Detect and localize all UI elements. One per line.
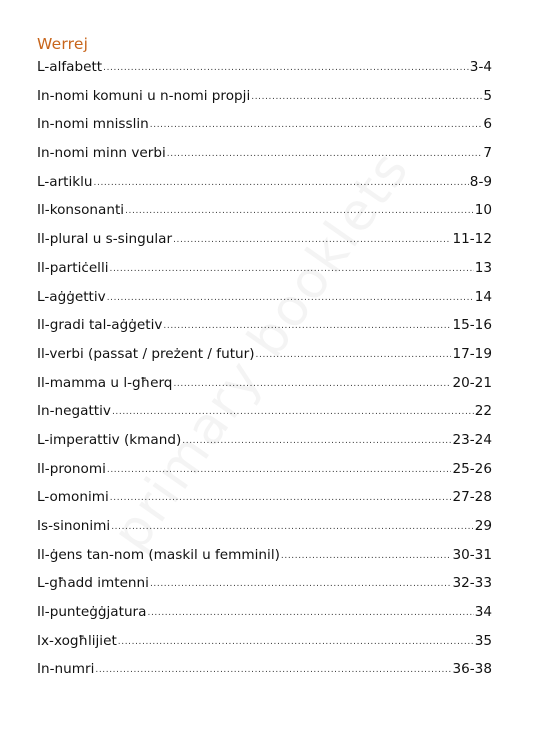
toc-entry [37,432,492,461]
toc-entry [37,575,492,604]
toc-entry-label: Il-partiċelli [37,259,109,276]
toc-entry-page: 30-31 [452,546,492,563]
toc-entry [37,403,492,432]
toc-leader-dots [107,293,474,303]
toc-entry-label: Il-punteġġjatura [37,604,147,621]
toc-entry-label: Is-sinonimi [37,518,111,534]
toc-entry [37,346,492,375]
toc-entry-label: Il-gradi tal-aġġetiv [37,317,163,334]
toc-entry-label: Il-plural u s-singular [37,231,173,248]
toc-leader-dots [182,436,451,446]
toc-entry-label: L-alfabett [37,59,103,75]
toc-entry [37,547,492,576]
toc-leader-dots [107,465,452,475]
toc-entry-label: Il-konsonanti [37,202,125,219]
toc-entry-label: Il-ġens tan-nom (maskil u femminil) [37,546,280,563]
toc-entry [37,116,492,145]
toc-entry-label: Il-pronomi [37,460,106,477]
toc-leader-dots [94,178,469,188]
toc-entry [37,633,492,662]
toc-entry [37,289,492,318]
toc-entry-label: L-imperattiv (kmand) [37,431,182,448]
toc-entry [37,145,492,174]
toc-leader-dots [256,350,452,360]
toc-leader-dots [150,120,483,130]
toc-leader-dots [163,321,451,331]
toc-entry-label: In-nomi minn verbi [37,145,166,162]
toc-entry-label: L-aġġettiv [37,288,106,305]
toc-leader-dots [173,235,451,245]
toc-entry-page: 10 [474,202,492,219]
toc-entry-page: 11-12 [452,231,492,248]
toc-leader-dots [173,379,451,389]
toc-leader-dots [103,63,469,73]
toc-entry-page: 20-21 [452,374,492,391]
toc-entry-page: 23-24 [452,431,492,448]
toc-entry [37,518,492,547]
toc-leader-dots [110,493,452,503]
toc-entry-page: 22 [474,403,492,420]
toc-leader-dots [167,149,483,159]
toc-entry-page: 27-28 [452,489,492,506]
toc-entry-page: 34 [474,604,492,621]
toc-entry [37,88,492,117]
toc-entry [37,489,492,518]
toc-entry-page: 5 [483,87,492,104]
toc-entry [37,604,492,633]
toc-entry [37,202,492,231]
toc-entry [37,661,492,690]
toc-entry-page: 3-4 [469,59,492,75]
toc-entry [37,317,492,346]
toc-entry [37,260,492,289]
toc-leader-dots [110,264,474,274]
toc-leader-dots [125,206,474,216]
toc-entry-label: L-omonimi [37,489,109,506]
toc-entry-page: 35 [474,632,492,649]
toc-entry [37,174,492,203]
toc-entry-label: Il-mamma u l-għerq [37,374,173,391]
toc-entry-label: In-nomi komuni u n-nomi propji [37,87,251,104]
toc-leader-dots [118,637,474,647]
toc-entry-label: In-numri [37,661,95,678]
toc-entry-label: Il-verbi (passat / preżent / futur) [37,345,255,362]
page-title: Werrej [37,35,89,53]
toc-entry-page: 8-9 [469,173,492,190]
toc-entry-label: L-għadd imtenni [37,575,149,592]
toc-leader-dots [112,407,474,417]
toc-entry-page: 7 [483,145,492,162]
toc-leader-dots [150,579,452,589]
toc-leader-dots [111,522,473,532]
toc-entry-page: 6 [483,116,492,133]
toc-entry [37,375,492,404]
toc-entry-page: 25-26 [452,460,492,477]
toc-leader-dots [251,92,482,102]
toc-entry-label: In-negattiv [37,403,111,420]
toc-entry [37,59,492,88]
toc-leader-dots [281,551,452,561]
toc-entry-page: 14 [474,288,492,305]
toc-entry-page: 17-19 [452,345,492,362]
toc-entry [37,231,492,260]
toc-entry-page: 29 [474,518,492,534]
toc-list [37,59,492,690]
toc-entry-label: In-nomi mnisslin [37,116,149,133]
toc-leader-dots [95,665,451,675]
toc-leader-dots [147,608,473,618]
toc-entry-page: 15-16 [452,317,492,334]
toc-entry-label: L-artiklu [37,173,93,190]
toc-entry-page: 13 [474,259,492,276]
toc-entry-page: 36-38 [452,661,492,678]
toc-entry [37,461,492,490]
toc-entry-label: Ix-xogħlijiet [37,632,117,649]
toc-entry-page: 32-33 [452,575,492,592]
